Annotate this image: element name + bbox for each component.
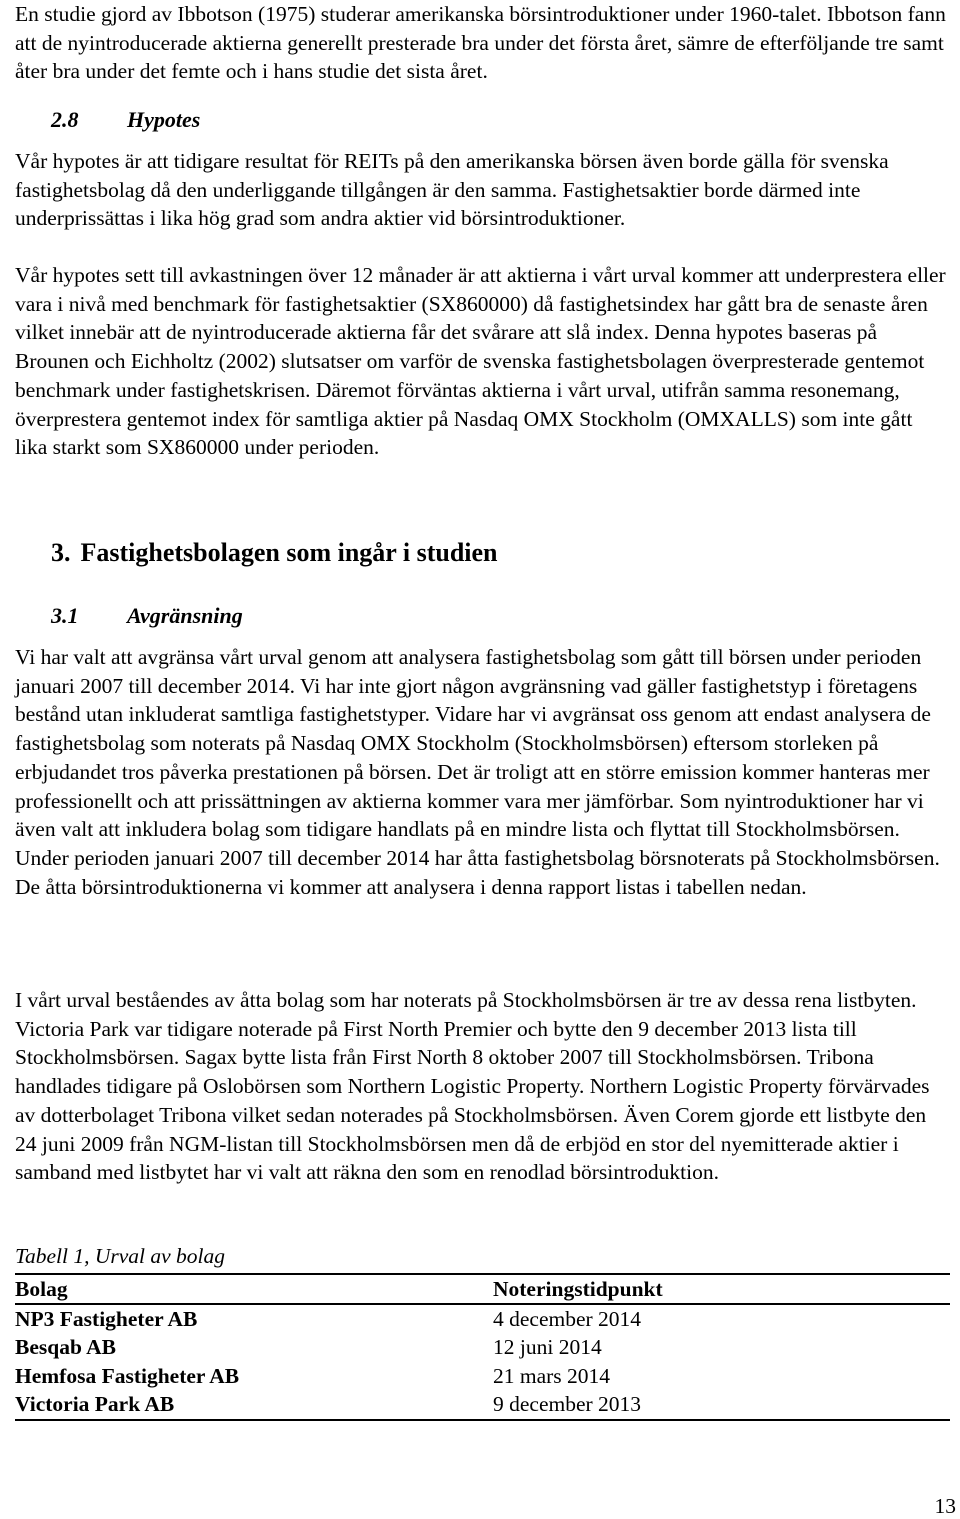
company-cell: NP3 Fastigheter AB bbox=[15, 1307, 198, 1331]
section-number: 2.8 bbox=[51, 107, 79, 132]
company-cell: Victoria Park AB bbox=[15, 1390, 493, 1419]
listing-date-cell: 12 juni 2014 bbox=[493, 1335, 602, 1360]
table-caption: Tabell 1, Urval av bolag bbox=[15, 1244, 226, 1268]
chapter-number: 3. bbox=[51, 538, 71, 567]
hypothesis-paragraph-2: Vår hypotes sett till avkastningen över 12 månader är att aktierna i vårt urval kommer att underprestera eller vara i nivå med benchmark för fastighetsaktier (SX860000) då fastighetsindex har gått bra de senaste åren vilket innebär att de nyintroducerade aktierna får det svårare att slå index. Denna hypotes baseras på Brounen och Eichholtz (2002) slutsatser om varför de svenska fastighetsbolagen överpresterade gentemot benchmark under fastighetskrisen. Däremot förväntas aktierna i vårt urval, utifrån samma resonemang, överprestera gentemot index för samtliga aktier på Nasdaq OMX Stockholm (OMXALLS) som inte gått lika starkt som SX860000 under perioden. bbox=[15, 263, 946, 460]
section-heading-2-8 bbox=[51, 107, 200, 133]
section-heading-3-1 bbox=[51, 603, 243, 629]
intro-paragraph: En studie gjord av Ibbotson (1975) studerar amerikanska börsintroduktioner under 1960-talet. Ibbotson fann att de nyintroducerade aktierna generellt presterade bra under det första året, sämre de efterföljande tre samt åter bra under det femte och i hans studie det sista året. bbox=[15, 2, 946, 84]
section-title: Hypotes bbox=[127, 107, 201, 132]
company-cell: Hemfosa Fastigheter AB bbox=[15, 1363, 240, 1388]
table-header-row bbox=[15, 1274, 950, 1304]
section-number: 3.1 bbox=[51, 603, 79, 628]
listing-date-cell: 4 december 2014 bbox=[493, 1307, 642, 1331]
listing-date-cell: 21 mars 2014 bbox=[493, 1363, 611, 1388]
delimitation-paragraph-2: I vårt urval beståendes av åtta bolag som har noterats på Stockholmsbörsen är tre av dessa rena listbyten. Victoria Park var tidigare noterade på First North Premier och bytte den 9 december 2013 lista till Stockholmsbörsen. Sagax bytte lista från First North 8 oktober 2007 till Stockholmsbörsen. Tribona handlades tidigare på Oslobörsen som Northern Logistic Property. Northern Logistic Property förvärvades av dotterbolaget Tribona vilket sedan noterades på Stockholmsbörsen. Även Corem gjorde ett listbyte den 24 juni 2009 från NGM-listan till Stockholmsbörsen men då de erbjöd en stor del nyemitterade aktier i samband med listbytet har vi valt att räkna den som en renodlad börsintroduktion. bbox=[15, 988, 930, 1185]
page-number: 13 bbox=[934, 1494, 956, 1518]
table-row bbox=[15, 1362, 950, 1390]
chapter-title: Fastighetsbolagen som ingår i studien bbox=[80, 538, 498, 567]
listing-date-cell: 9 december 2013 bbox=[493, 1390, 950, 1419]
table-row bbox=[15, 1304, 950, 1333]
column-header-listing-date: Noteringstidpunkt bbox=[493, 1274, 950, 1304]
section-title: Avgränsning bbox=[127, 603, 243, 628]
table-row bbox=[15, 1333, 950, 1361]
delimitation-paragraph-1: Vi har valt att avgränsa vårt urval genom att analysera fastighetsbolag som gått till börsen under perioden januari 2007 till december 2014. Vi har inte gjort någon avgränsning vad gäller fastighetstyp i företagens bestånd utan inkluderat samtliga fastighetstyper. Vidare har vi avgränsat oss genom att endast analysera de fastighetsbolag som noterats på Nasdaq OMX Stockholm (Stockholmsbörsen) eftersom storleken på erbjudandet tros påverka prestationen på börsen. Det är troligt att en större emission kommer hanteras mer professionellt och att prissättningen av aktierna kommer vara mer jämförbar. Som nyintroduktioner har vi även valt att inkludera bolag som tidigare handlats på en mindre lista och flyttat till Stockholmsbörsen. Under perioden januari 2007 till december 2014 har åtta fastighetsbolag börsnoterats på Stockholmsbörsen. De åtta börsintroduktionerna vi kommer att analysera i denna rapport listas i tabellen nedan. bbox=[15, 645, 940, 899]
column-header-company: Bolag bbox=[15, 1274, 493, 1304]
company-table bbox=[15, 1273, 950, 1421]
chapter-heading-3 bbox=[51, 538, 498, 568]
company-cell: Besqab AB bbox=[15, 1335, 116, 1360]
table-row bbox=[15, 1390, 950, 1419]
hypothesis-paragraph-1: Vår hypotes är att tidigare resultat för REITs på den amerikanska börsen även borde gälla för svenska fastighetsbolag då den underliggande tillgången är den samma. Fastighetsaktier borde därmed inte underprissättas i lika hög grad som andra aktier vid börsintroduktioner. bbox=[15, 149, 889, 231]
